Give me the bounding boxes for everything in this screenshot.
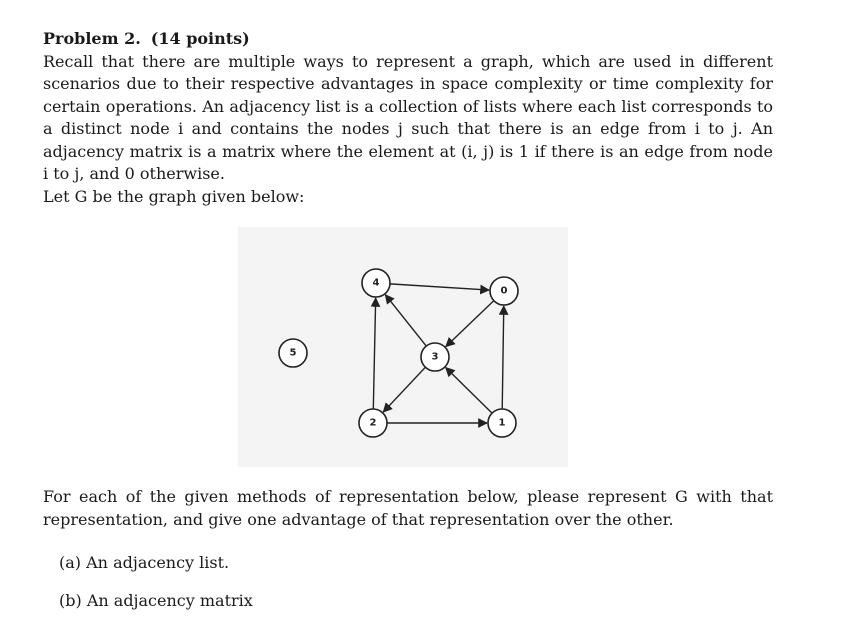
- graph-svg: [238, 227, 568, 467]
- edge-3-to-2: [383, 367, 425, 412]
- graph-node-label: 3: [431, 351, 439, 363]
- problem-intro: Recall that there are multiple ways to represent a graph, which are used in different scenarios due to their respective advantages in space complexity or time complexity for certain operations. An adjacency list is a collection of lists where each list corresponds to a distinct node i and contains the nodes j such that there is an edge from i to j. An adjacency matrix is a matrix where the element at (i, j) is 1 if there is an edge from node i to j, and 0 otherwise.: [43, 51, 773, 183]
- graph-node-3: [421, 343, 449, 371]
- part-a-text: An adjacency list.: [86, 553, 230, 572]
- graph-node-1: [488, 409, 516, 437]
- problem-title: Problem 2.: [43, 29, 141, 48]
- instructions-block: [43, 486, 773, 531]
- edge-1-to-3: [446, 368, 492, 414]
- instructions-text: For each of the given methods of representation below, please represent G with that representation, and give one advantage of that representation over the other.: [43, 487, 773, 529]
- graph-node-label: 2: [369, 417, 377, 429]
- graph-node-label: 0: [500, 285, 508, 297]
- edge-2-to-4: [373, 298, 375, 409]
- part-b: [59, 590, 253, 612]
- let-line: Let G be the graph given below:: [43, 186, 305, 206]
- part-a: [59, 552, 229, 574]
- graph-node-label: 1: [498, 417, 506, 429]
- part-a-label: (a): [59, 553, 82, 572]
- problem-points: (14 points): [150, 29, 250, 48]
- problem-text: [43, 28, 773, 208]
- graph-node-label: 4: [372, 277, 380, 289]
- edge-3-to-4: [385, 295, 426, 346]
- edge-4-to-0: [390, 284, 489, 290]
- graph-node-0: [490, 277, 518, 305]
- graph-node-2: [359, 409, 387, 437]
- edge-1-to-0: [502, 306, 504, 409]
- graph-node-4: [362, 269, 390, 297]
- part-b-text: An adjacency matrix: [86, 591, 253, 610]
- part-b-label: (b): [59, 591, 82, 610]
- edge-0-to-3: [446, 301, 494, 347]
- graph-node-5: [279, 339, 307, 367]
- graph-node-label: 5: [289, 347, 297, 359]
- graph-figure: [238, 227, 568, 467]
- graph-nodes: [279, 269, 518, 437]
- problem-heading: [43, 28, 773, 51]
